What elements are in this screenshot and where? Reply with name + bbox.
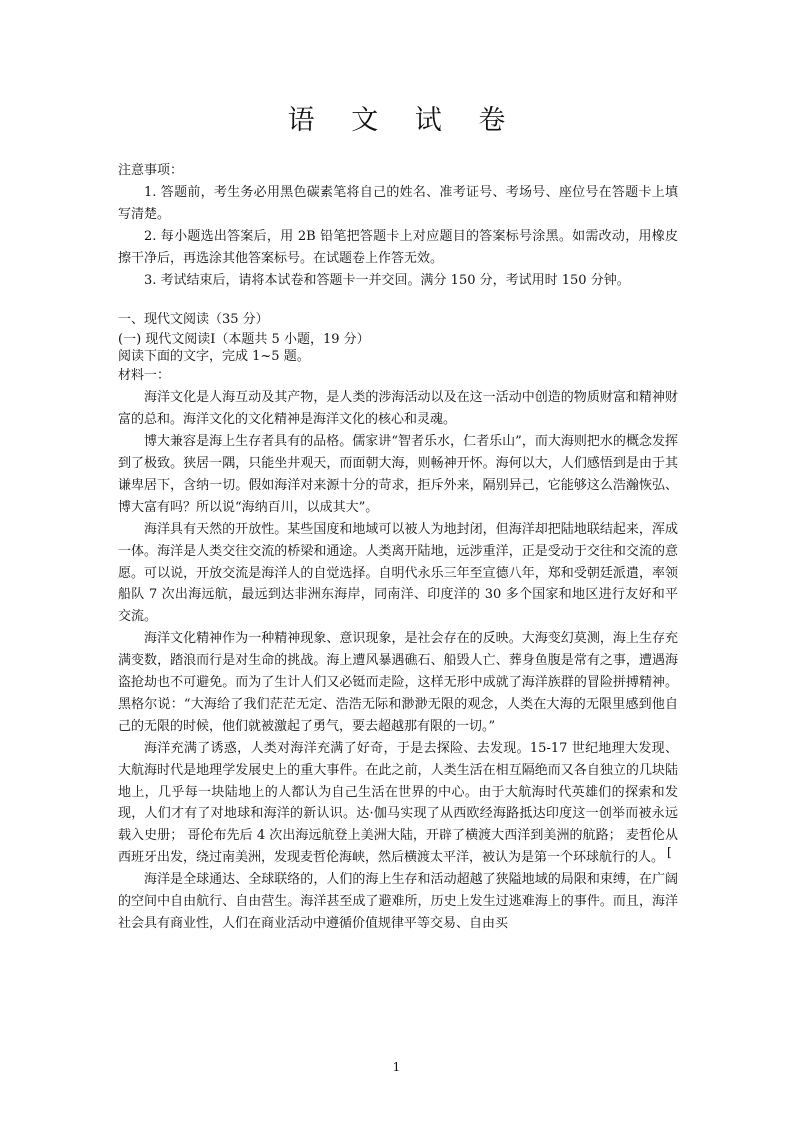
spacer [118,291,678,309]
material-label: 材料一： [118,368,171,384]
section-heading: 一、现代文阅读（35 分） [118,312,269,328]
paragraph-1: 海洋文化是人海互动及其产物，是人类的涉海活动以及在这一活动中创造的物质财富和精神财富的总和。海洋文化的文化精神是海洋文化的核心和灵魂。 [118,390,678,428]
subsection-heading: (一) 现代文阅读Ⅰ（本题共 5 小题，19 分） [118,332,370,348]
paragraph-2: 博大兼容是海上生存者具有的品格。儒家讲“智者乐水，仁者乐山”，而大海则把水的概念发挥到了极致。狭居一隅，只能坐井观天，而面朝大海，则畅神开怀。海何以大，人们感悟到是由于其谦卑居下，含纳一切。假如海洋对来源十分的苛求，拒斥外来，隔别异己，它能够这么浩瀚恢弘、博大富有吗？所以说“海纳百川，以成其大”。 [118,434,678,515]
paragraph-3: 海洋具有天然的开放性。某些国度和地域可以被人为地封闭，但海洋却把陆地联结起来，浑成一体。海洋是人类交往交流的桥梁和通途。人类离开陆地，远涉重洋，正是受动于交往和交流的意愿。可以说，开放交流是海洋人的自觉选择。自明代永乐三年至宣德八年，郑和受朝廷派遣，率领船队 7 次出海远航，最远到达非洲东海岸，同南洋、印度洋的 30 多个国家和地区进行友好和平交流。 [118,521,678,625]
margin-bracket-mark: [ [667,845,672,859]
notice-item-1: 1. 答题前，考生务必用黑色碳素笔将自己的姓名、准考证号、考场号、座位号在答题卡上填写清楚。 [118,184,678,222]
document-title: 语 文 试 卷 [287,105,520,136]
notice-item-2: 2. 每小题选出答案后，用 2B 铅笔把答题卡上对应题目的答案标号涂黑。如需改动，用橡皮擦干净后，再选涂其他答案标号。在试题卷上作答无效。 [118,228,678,266]
paragraph-4: 海洋文化精神作为一种精神现象、意识现象，是社会存在的反映。大海变幻莫测，海上生存充满变数，踏浪而行是对生命的挑战。海上遭风暴遇礁石、船毁人亡、葬身鱼腹是常有之事，遭遇海盗抢劫也不可避免。而为了生计人们又必铤而走险，这样无形中成就了海洋族群的冒险拼搏精神。黑格尔说：“大海给了我们茫茫无定、浩浩无际和渺渺无限的观念，人类在大海的无限里感到他自己的无限的时候，他们就被激起了勇气，要去超越那有限的一切。” [118,631,678,734]
document-body [118,160,678,935]
page-number: 1 [392,1060,401,1074]
reading-instruction: 阅读下面的文字，完成 1~5 题。 [118,349,310,365]
notice-item-3: 3. 考试结束后，请将本试卷和答题卡一并交回。满分 150 分，考试用时 150 分钟。 [144,272,630,288]
notice-heading: 注意事项： [118,163,184,178]
paragraph-6: 海洋是全球通达、全球联络的，人们的海上生存和活动超越了狭隘地域的局限和束缚，在广阔的空间中自由航行、自由营生。海洋甚至成了避难所，历史上发生过逃难海上的事件。而且，海洋社会具有商业性，人们在商业活动中遵循价值规律平等交易、自由买 [118,872,678,931]
paragraph-5: 海洋充满了诱惑，人类对海洋充满了好奇，于是去探险、去发现。15-17 世纪地理大发现、大航海时代是地理学发展史上的重大事件。在此之前，人类生活在相互隔绝而又各自独立的几块陆地上，几乎每一块陆地上的人都认为自己生活在世界的中心。由于大航海时代英雄们的探索和发现，人们才有了对地球和海洋的新认识。达·伽马实现了从西欧经海路抵达印度这一创举而被永远载入史册； 哥伦布先后 4 次出海远航登上美洲大陆，开辟了横渡大西洋到美洲的航路； 麦哲伦从西班牙出发，绕过南美洲，发现麦哲伦海峡，然后横渡太平洋，被认为是第一个环球航行的人。 [118,740,678,866]
